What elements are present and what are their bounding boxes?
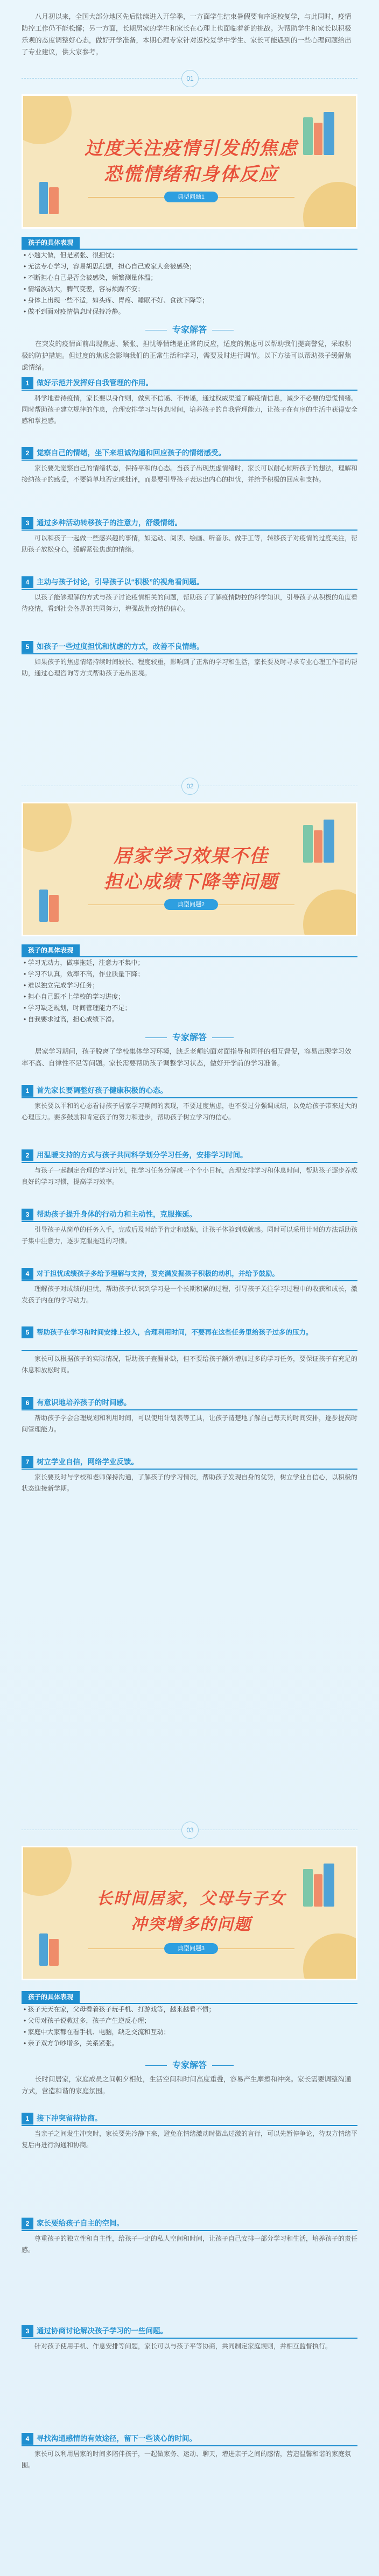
symptom-item: • 孩子天天在家，父母看着孩子玩手机、打游戏等，越来越看不惯； (24, 2006, 215, 2013)
advice-body: 如果孩子的焦虑情绪持续时间较长、程度较重，影响到了正常的学习和生活，家长要及时寻求专业心理工作者的帮助，通过心理咨询等方式帮助孩子走出困境。 (22, 658, 358, 677)
symptoms-list (22, 2003, 357, 2049)
expert-heading: 专家解答 (0, 1031, 379, 1043)
banner-title-line1: 居家学习效果不佳 (114, 846, 269, 866)
advice-heading: 1 接下冲突留待协商。 (22, 2112, 357, 2126)
expert-heading: 专家解答 (0, 323, 379, 335)
advice-body: 当亲子之间发生冲突时，家长要先冷静下来，避免在情绪激动时做出过激的言行，可以先暂停争论，待双方情绪平复后再进行沟通和协商。 (22, 2130, 358, 2149)
advice-body: 尊重孩子的独立性和自主性，给孩子一定的私人空间和时间，让孩子自己安排一部分学习和生活，培养孩子的责任感。 (22, 2235, 358, 2254)
symptom-item: • 学习不认真，效率不高，作业质量下降； (24, 970, 144, 978)
advice-body: 与孩子一起制定合理的学习计划，把学习任务分解成一个个小目标，合理安排学习和休息时间，帮助孩子逐步养成良好的学习习惯，提高学习效率。 (22, 1167, 358, 1185)
advice-heading: 1 做好示范并发挥好自我管理的作用。 (22, 377, 357, 391)
banner-title-line2: 担心成绩下降等问题 (104, 872, 278, 892)
intro-paragraph: 八月初以来，全国大部分地区先后陆续进入开学季，一方面学生结束暑假要有序返校复学，与此同时，疫情防控工作仍不能松懈；另一方面，长期居家的学生和家长在心理上也面临着新的挑战。为帮助学生和家长以积极乐观的态度调整好心态，做好开学准备，本期心理专家针对返校复学中学生、家长可能遇到的一些心理问题给出了专业建议，供大家参考。 (22, 13, 352, 56)
symptom-item: • 身体上出现一些不适，如头疼、胃疼、睡眠不好、食欲下降等； (24, 297, 209, 304)
advice-heading: 5 如孩子一些过度担忧和忧虑的方式，改善不良情绪。 (22, 640, 357, 654)
symptom-item: • 做不到面对疫情信息时保持冷静。 (24, 308, 125, 315)
advice-heading: 2 家长要给孩子自主的空间。 (22, 2217, 357, 2231)
symptom-item: • 无法专心学习，容易胡思乱想，担心自己或家人会被感染； (24, 263, 196, 270)
section-number: 01 (181, 70, 199, 87)
advice-body: 可以和孩子一起做一些感兴趣的事情，如运动、阅读、绘画、听音乐、做手工等，转移孩子对疫情的过度关注，帮助孩子放松身心，缓解紧张焦虑的情绪。 (22, 534, 358, 553)
symptom-item: • 情绪波动大，脾气变差，容易烦躁不安； (24, 285, 144, 293)
section-banner (22, 802, 357, 936)
banner-title-line1: 过度关注疫情引发的焦虑 (85, 138, 298, 159)
expert-heading: 专家解答 (0, 2058, 379, 2071)
symptom-item: • 难以独立完成学习任务； (24, 982, 99, 989)
symptom-item: • 担心自己跟不上学校的学习进度； (24, 993, 125, 1000)
symptoms-list (22, 249, 357, 317)
symptom-item: • 父母对孩子说教过多，孩子产生逆反心理； (24, 2017, 151, 2024)
section-number: 03 (181, 1822, 199, 1839)
banner-title-line2: 恐慌情绪和身体反应 (104, 164, 278, 185)
advice-body: 帮助孩子学会合理规划和利用时间，可以使用计划表等工具，让孩子清楚地了解自己每天的时间安排，逐步提高时间管理能力。 (22, 1414, 358, 1433)
section-divider (0, 67, 379, 89)
symptoms-label: 孩子的具体表现 (22, 237, 80, 249)
advice-heading: 4 对于担忧成绩孩子多给予理解与支持，要充满发掘孩子积极的动机，并给予鼓励。 (22, 1267, 357, 1281)
advice-body: 科学地看待疫情，家长要以身作则，做到不信谣、不传谣，通过权威渠道了解疫情信息，减少不必要的恐慌情绪。同时帮助孩子建立规律的作息，合理安排学习与休息时间，培养孩子的自我管理能力，让孩子在有序的生活中获得安全感和掌控感。 (22, 394, 358, 425)
advice-body: 家长要先觉察自己的情绪状态，保持平和的心态。当孩子出现焦虑情绪时，家长可以耐心倾听孩子的想法，理解和接纳孩子的感受，不要简单地否定或批评，而是要引导孩子表达出内心的担忧，并给予积极的回应和支持。 (22, 464, 358, 483)
expert-lead: 居家学习期间，孩子脱离了学校集体学习环境，缺乏老师的面对面指导和同伴的相互督促，容易出现学习效率不高、自律性不足等问题。家长需要帮助孩子调整学习状态，做好开学前的学习准备。 (22, 1048, 352, 1067)
problem-tag: 典型问题3 (164, 1943, 218, 1954)
expert-lead: 长时间居家，家庭成员之间朝夕相处，生活空间和时间高度重叠，容易产生摩擦和冲突。家长需要调整沟通方式，营造和谐的家庭氛围。 (22, 2076, 352, 2095)
section-banner (22, 94, 357, 229)
advice-heading: 1 首先家长要调整好孩子健康积极的心态。 (22, 1084, 357, 1098)
advice-body: 理解孩子对成绩的担忧，帮助孩子认识到学习是一个长期积累的过程，引导孩子关注学习过程中的收获和成长，激发孩子内在的学习动力。 (22, 1285, 358, 1304)
advice-body: 引导孩子从简单的任务入手，完成后及时给予肯定和鼓励，让孩子体验到成就感。同时可以采用计时的方法帮助孩子集中注意力，逐步克服拖延的习惯。 (22, 1226, 358, 1245)
problem-tag: 典型问题2 (164, 899, 218, 910)
advice-heading: 7 树立学业自信，网络学业反馈。 (22, 1456, 357, 1470)
symptoms-label: 孩子的具体表现 (22, 1991, 80, 2003)
symptom-item: • 小题大做，但是紧张、很担忧； (24, 251, 118, 259)
advice-heading: 3 通过协商讨论解决孩子学习的一些问题。 (22, 2325, 357, 2339)
section-divider (0, 1819, 379, 1840)
symptoms-label: 孩子的具体表现 (22, 944, 80, 956)
advice-heading: 2 觉察自己的情绪，坐下来坦诚沟通和回应孩子的情绪感受。 (22, 447, 357, 461)
advice-heading: 5 帮助孩子在学习和时间安排上投入，合理利用时间，不要再在这些任务里给孩子过多的压力。 (22, 1326, 357, 1351)
symptoms-list (22, 956, 357, 1025)
advice-heading: 4 寻找沟通感情的有效途径，留下一些谈心的时间。 (22, 2432, 357, 2446)
advice-heading: 2 用温暖支持的方式与孩子共同科学划分学习任务，安排学习时间。 (22, 1149, 357, 1163)
symptom-item: • 亲子双方争吵增多，关系紧张。 (24, 2039, 118, 2047)
banner-title-line2: 冲突增多的问题 (131, 1916, 251, 1933)
symptom-item: • 学习缺乏规划，时间管理能力不足； (24, 1004, 131, 1012)
section-divider (0, 775, 379, 796)
section-number: 02 (181, 778, 199, 795)
advice-body: 家长可以利用居家的时间多陪伴孩子，一起做家务、运动、聊天，增进亲子之间的感情，营造温馨和谐的家庭氛围。 (22, 2450, 352, 2469)
banner-title-line1: 长时间居家，父母与子女 (96, 1890, 286, 1908)
advice-heading: 6 有意识地培养孩子的时间感。 (22, 1396, 357, 1410)
symptom-item: • 家庭中大家都在看手机、电脑，缺乏交流和互动； (24, 2028, 170, 2036)
advice-body: 针对孩子使用手机、作息安排等问题，家长可以与孩子平等协商，共同制定家庭规则，并相互监督执行。 (34, 2342, 332, 2350)
advice-body: 以孩子能够理解的方式与孩子讨论疫情相关的问题，帮助孩子了解疫情防控的科学知识，引导孩子从积极的角度看待疫情，看到社会各界的共同努力，增强战胜疫情的信心。 (22, 594, 358, 612)
advice-body: 家长要及时与学校和老师保持沟通，了解孩子的学习情况，帮助孩子发现自身的优势，树立学业自信心，以积极的状态迎接新学期。 (22, 1473, 358, 1492)
advice-heading: 3 通过多种活动转移孩子的注意力，舒缓情绪。 (22, 517, 357, 531)
symptom-item: • 学习无动力，做事拖延，注意力不集中； (24, 959, 144, 966)
expert-lead: 在突发的疫情面前出现焦虑、紧张、担忧等情绪是正常的反应，适度的焦虑可以帮助我们提高警觉，采取积极的防护措施。但过度的焦虑会影响我们的正常生活和学习，需要及时进行调节。以下方法可以帮助孩子缓解焦虑情绪。 (22, 340, 352, 371)
advice-heading: 4 主动与孩子讨论，引导孩子以“积极”的视角看问题。 (22, 576, 357, 590)
problem-tag: 典型问题1 (164, 192, 218, 202)
advice-body: 家长要以平和的心态看待孩子居家学习期间的表现，不要过度焦虑，也不要过分强调成绩，以免给孩子带来过大的心理压力。要多鼓励和肯定孩子的努力和进步，帮助孩子树立学习的信心。 (22, 1102, 358, 1121)
advice-heading: 3 帮助孩子提升身体的行动力和主动性，克服拖延。 (22, 1208, 357, 1222)
symptom-item: • 不断担心自己是否会被感染，频繁测量体温； (24, 274, 157, 281)
section-banner (22, 1846, 357, 1980)
advice-body: 家长可以根据孩子的实际情况，帮助孩子查漏补缺，但不要给孩子额外增加过多的学习任务，要保证孩子有充足的休息和放松时间。 (22, 1355, 358, 1374)
symptom-item: • 自我要求过高，担心成绩下滑。 (24, 1015, 118, 1023)
